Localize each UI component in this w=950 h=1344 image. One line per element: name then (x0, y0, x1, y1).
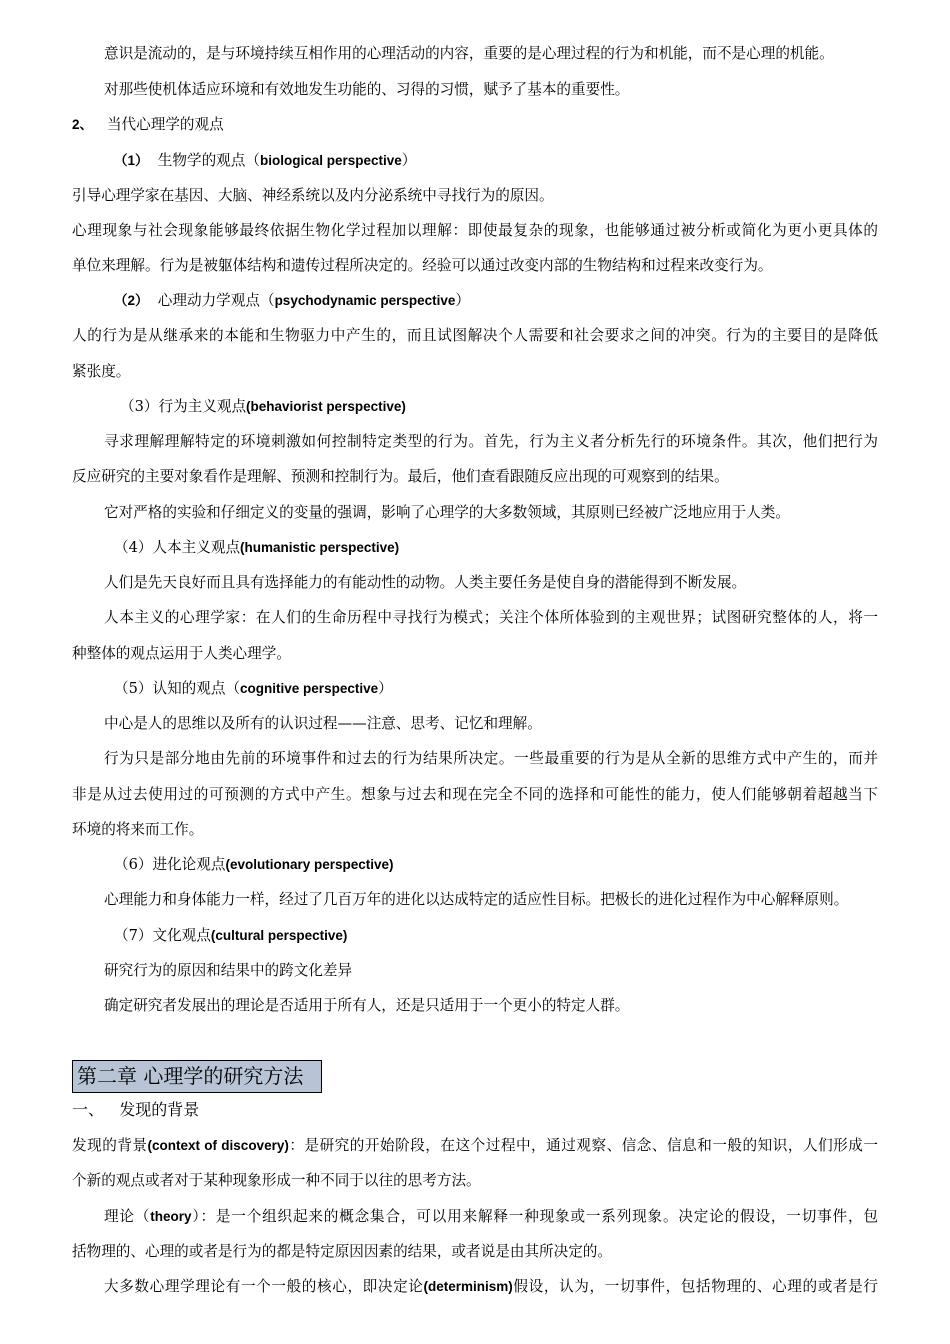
text: 大多数心理学理论有一个一般的核心，即决定论 (104, 1278, 424, 1295)
term-english: (determinism) (423, 1279, 513, 1294)
paragraph-line: 环境的将来而工作。 (72, 821, 204, 838)
subsection-heading (114, 538, 878, 558)
heading-number: 一、 (72, 1100, 105, 1119)
paragraph-line (72, 1136, 878, 1156)
subsection-term: (humanistic perspective) (240, 540, 400, 555)
paragraph-line: 意识是流动的，是与环境持续互相作用的心理活动的内容，重要的是心理过程的行为和机能，而不是心理的机能。 (104, 45, 834, 62)
subsection-heading (120, 397, 878, 417)
paragraph-line: 寻求理解理解特定的环境刺激如何控制特定类型的行为。首先，行为主义者分析先行的环境条件。其次，他们把行为 (104, 433, 878, 450)
paragraph-line: 引导心理学家在基因、大脑、神经系统以及内分泌系统中寻找行为的原因。 (72, 187, 554, 204)
paragraph-line: 研究行为的原因和结果中的跨文化差异 (104, 962, 353, 979)
paragraph-line: 反应研究的主要对象看作是理解、预测和控制行为。最后，他们查看跟随反应出现的可观察到的结果。 (72, 468, 729, 485)
paragraph-line: 对那些使机体适应环境和有效地发生功能的、习得的习惯，赋予了基本的重要性。 (104, 81, 630, 98)
bracket: ） (401, 152, 417, 169)
chapter-heading: 第二章 心理学的研究方法 (72, 1060, 322, 1093)
paragraph-line (104, 1207, 878, 1227)
paragraph-line (104, 1277, 878, 1297)
subsection-title: （6）进化论观点 (114, 856, 226, 873)
paragraph-line: 中心是人的思维以及所有的认识过程——注意、思考、记忆和理解。 (104, 715, 542, 732)
paragraph-line: 人们是先天良好而且具有选择能力的有能动性的动物。人类主要任务是使自身的潜能得到不断发展。 (104, 574, 747, 591)
subsection-heading (114, 679, 878, 699)
subsection-heading (114, 926, 878, 946)
subsection-term: (evolutionary perspective) (225, 857, 394, 872)
section-title: 当代心理学的观点 (106, 116, 224, 133)
paragraph-line: 心理现象与社会现象能够最终依据生物化学过程加以理解：即使最复杂的现象，也能够通过被分析或简化为更小更具体的 (72, 222, 878, 239)
paragraph-line: 种整体的观点运用于人类心理学。 (72, 645, 291, 662)
section-heading (72, 115, 878, 135)
subsection-title: 生物学的观点（ (157, 152, 260, 169)
paragraph-line: 单位来理解。行为是被躯体结构和遗传过程所决定的。经验可以通过改变内部的生物结构和过程来改变行为。 (72, 257, 773, 274)
definition: ：是研究的开始阶段，在这个过程中，通过观察、信念、信息和一般的知识，人们形成一 (288, 1137, 878, 1154)
heading-title: 发现的背景 (119, 1100, 200, 1119)
term-english: theory (150, 1209, 192, 1224)
paragraph-line: 确定研究者发展出的理论是否适用于所有人，还是只适用于一个更小的特定人群。 (104, 997, 630, 1014)
subsection-title: （5）认知的观点（ (114, 680, 241, 697)
subsection-term: cognitive perspective (240, 681, 379, 696)
paragraph-line: 人的行为是从继承来的本能和生物驱力中产生的，而且试图解决个人需要和社会要求之间的冲突。行为的主要目的是降低 (72, 327, 878, 344)
paragraph-line: 个新的观点或者对于某种现象形成一种不同于以往的思考方法。 (72, 1172, 481, 1189)
subsection-number: （2） (114, 293, 149, 308)
term-english: (context of discovery) (147, 1138, 289, 1153)
paragraph-line: 非是从过去使用过的可预测的方式中产生。想象与过去和现在完全不同的选择和可能性的能力，使人们能够朝着超越当下 (72, 786, 878, 803)
subsection-title: （7）文化观点 (114, 927, 211, 944)
subsection-term: psychodynamic perspective (274, 293, 456, 308)
subsection-title: （3）行为主义观点 (120, 398, 247, 415)
subsection-heading (114, 855, 878, 875)
subsection-term: biological perspective (259, 153, 402, 168)
subsection-term: (cultural perspective) (210, 928, 348, 943)
paragraph-line: 它对严格的实验和仔细定义的变量的强调，影响了心理学的大多数领域，其原则已经被广泛地应用于人类。 (104, 504, 790, 521)
term: 理论（ (104, 1208, 151, 1225)
term: 发现的背景 (72, 1137, 148, 1154)
heading-level-1 (72, 1100, 878, 1120)
bracket: ） (378, 680, 393, 697)
subsection-heading (114, 151, 878, 171)
subsection-heading (114, 291, 878, 311)
subsection-title: 心理动力学观点（ (157, 292, 275, 309)
definition: ）：是一个组织起来的概念集合，可以用来解释一种现象或一系列现象。决定论的假设，一切事件，包 (191, 1208, 878, 1225)
section-number: 2、 (72, 117, 94, 132)
paragraph-line: 括物理的、心理的或者是行为的都是特定原因因素的结果，或者说是由其所决定的。 (72, 1243, 612, 1260)
subsection-term: (behaviorist perspective) (246, 399, 406, 414)
bracket: ） (455, 292, 470, 309)
subsection-number: （1） (114, 153, 149, 168)
paragraph-line: 紧张度。 (72, 363, 131, 380)
paragraph-line: 心理能力和身体能力一样，经过了几百万年的进化以达成特定的适应性目标。把极长的进化过程作为中心解释原则。 (104, 891, 849, 908)
paragraph-line: 人本主义的心理学家：在人们的生命历程中寻找行为模式；关注个体所体验到的主观世界；试图研究整体的人，将一 (104, 609, 878, 626)
subsection-title: （4）人本主义观点 (114, 539, 241, 556)
text: 假设，认为，一切事件，包括物理的、心理的或者是行 (512, 1278, 878, 1295)
paragraph-line: 行为只是部分地由先前的环境事件和过去的行为结果所决定。一些最重要的行为是从全新的思维方式中产生的，而并 (104, 750, 878, 767)
